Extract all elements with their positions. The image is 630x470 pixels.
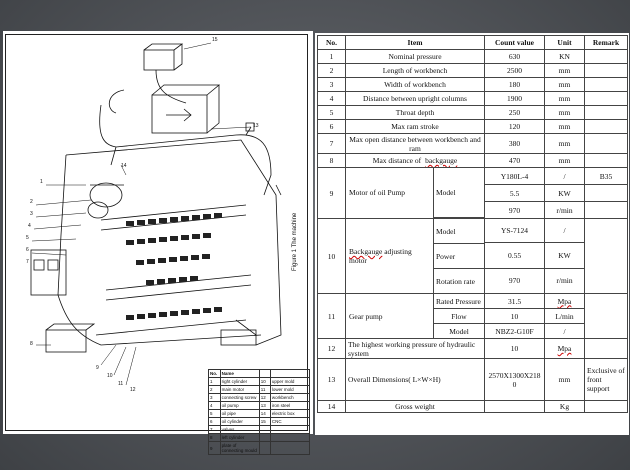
part-name: right cylinder bbox=[220, 378, 259, 386]
motor-value-1: 5.5 bbox=[485, 185, 545, 202]
gear-cell bbox=[346, 294, 485, 339]
motor-value-2: 970 bbox=[485, 202, 545, 219]
header-count-value: Count value bbox=[485, 36, 545, 50]
motor-item: Motor of oil Pump bbox=[346, 168, 434, 218]
table-row bbox=[318, 92, 628, 106]
backgauge-key-0: Model bbox=[434, 219, 485, 244]
backgauge-item bbox=[346, 219, 434, 293]
gear-unit-0: Mpa bbox=[545, 294, 585, 309]
row-item: Nominal pressure bbox=[346, 50, 485, 64]
callout-15: 15 bbox=[212, 37, 218, 43]
callout-9: 9 bbox=[96, 365, 99, 371]
row-value: 2570X1300X2180 bbox=[485, 359, 545, 401]
row-item: The highest working pressure of hydraulic system bbox=[346, 339, 485, 359]
list-item bbox=[209, 442, 310, 455]
gear-item: Gear pump bbox=[346, 294, 434, 338]
row-remark bbox=[585, 78, 628, 92]
row-no: 7 bbox=[318, 134, 346, 154]
row-item-underlined: backgauge bbox=[425, 156, 458, 165]
row-item: Distance between upright columns bbox=[346, 92, 485, 106]
header-remark: Remark bbox=[585, 36, 628, 50]
list-item bbox=[209, 386, 310, 394]
part-name bbox=[270, 426, 309, 434]
part-number: 4 bbox=[209, 402, 221, 410]
table-row bbox=[318, 106, 628, 120]
gear-key-0: Rated Pressure bbox=[434, 294, 485, 309]
part-number: 1 bbox=[209, 378, 221, 386]
callout-2: 2 bbox=[30, 199, 33, 205]
motor-unit-1: KW bbox=[545, 185, 585, 202]
row-remark bbox=[585, 106, 628, 120]
backgauge-value-1: 0.55 bbox=[485, 243, 545, 268]
part-number: 7 bbox=[209, 426, 221, 434]
spec-simple-rows bbox=[318, 50, 628, 168]
row-value bbox=[485, 401, 545, 413]
part-number: 10 bbox=[259, 378, 270, 386]
callout-13: 13 bbox=[253, 123, 259, 129]
part-number: 2 bbox=[209, 386, 221, 394]
motor-value-0: Y180L-4 bbox=[485, 168, 545, 185]
row-value: 380 bbox=[485, 134, 545, 154]
row-no: 6 bbox=[318, 120, 346, 134]
row-unit: mm bbox=[545, 64, 585, 78]
list-item bbox=[209, 418, 310, 426]
row-value: 470 bbox=[485, 154, 545, 168]
part-name: left cylinder bbox=[220, 434, 259, 442]
part-number: 12 bbox=[259, 394, 270, 402]
part-number: 8 bbox=[209, 434, 221, 442]
row-unit: mm bbox=[545, 120, 585, 134]
part-name: plate of connecting mould bbox=[220, 442, 259, 455]
part-name: oil pump bbox=[220, 402, 259, 410]
part-name: workbench bbox=[270, 394, 309, 402]
list-item bbox=[209, 434, 310, 442]
row-no: 14 bbox=[318, 401, 346, 413]
row-unit: mm bbox=[545, 78, 585, 92]
callout-6: 6 bbox=[26, 247, 29, 253]
gear-key-2: Model bbox=[449, 326, 469, 336]
table-row bbox=[318, 78, 628, 92]
part-number: 13 bbox=[259, 402, 270, 410]
row-no: 4 bbox=[318, 92, 346, 106]
table-row bbox=[318, 50, 628, 64]
list-item bbox=[209, 426, 310, 434]
list-item bbox=[209, 402, 310, 410]
row-remark: Exclusive of front support bbox=[585, 359, 628, 401]
table-row bbox=[318, 294, 628, 309]
row-value: 1900 bbox=[485, 92, 545, 106]
motor-unit-0: / bbox=[545, 168, 585, 185]
table-row bbox=[318, 168, 628, 185]
row-remark bbox=[585, 92, 628, 106]
figure-caption: Figure 1 The machine bbox=[292, 212, 298, 271]
parts-header-no: No. bbox=[209, 370, 221, 378]
part-name: valves bbox=[220, 426, 259, 434]
header-unit: Unit bbox=[545, 36, 585, 50]
row-item: Max open distance between workbench and ram bbox=[346, 134, 485, 154]
part-number: 6 bbox=[209, 418, 221, 426]
part-number bbox=[259, 442, 270, 455]
table-row bbox=[318, 64, 628, 78]
parts-list bbox=[208, 369, 310, 453]
row-value: 630 bbox=[485, 50, 545, 64]
parts-table bbox=[208, 369, 310, 455]
row-item: Length of workbench bbox=[346, 64, 485, 78]
part-number: 11 bbox=[259, 386, 270, 394]
row-unit: mm bbox=[545, 359, 585, 401]
backgauge-unit-1: KW bbox=[545, 243, 585, 268]
callout-1: 1 bbox=[40, 179, 43, 185]
motor-remark-0: B35 bbox=[585, 168, 628, 185]
row-item-text: Max distance of bbox=[372, 156, 422, 165]
motor-cell bbox=[346, 168, 485, 219]
callout-12: 12 bbox=[130, 387, 136, 393]
table-row bbox=[318, 219, 628, 243]
part-name: iron steel bbox=[270, 402, 309, 410]
part-name: upper mold bbox=[270, 378, 309, 386]
gear-unit-2: / bbox=[545, 324, 585, 339]
callout-14: 14 bbox=[121, 163, 127, 169]
row-value: 180 bbox=[485, 78, 545, 92]
backgauge-value-0: YS-7124 bbox=[485, 219, 545, 243]
row-unit: KN bbox=[545, 50, 585, 64]
row-no: 3 bbox=[318, 78, 346, 92]
part-number: 5 bbox=[209, 410, 221, 418]
backgauge-value-2: 970 bbox=[485, 268, 545, 293]
part-name: oil pipe bbox=[220, 410, 259, 418]
row-item: Width of workbench bbox=[346, 78, 485, 92]
part-name: connecting screw bbox=[220, 394, 259, 402]
backgauge-key-2: Rotation rate bbox=[436, 276, 475, 286]
spec-header-row bbox=[318, 36, 628, 50]
row-value: 120 bbox=[485, 120, 545, 134]
row-item: Max ram stroke bbox=[346, 120, 485, 134]
callout-7: 7 bbox=[26, 259, 29, 265]
row-item: Overall Dimensions( L×W×H) bbox=[346, 359, 485, 401]
table-row bbox=[318, 120, 628, 134]
row-unit: mm bbox=[545, 106, 585, 120]
row-unit: mm bbox=[545, 134, 585, 154]
row-value: 2500 bbox=[485, 64, 545, 78]
parts-header-name: Name bbox=[220, 370, 259, 378]
callout-8: 8 bbox=[30, 341, 33, 347]
callout-11: 11 bbox=[118, 381, 124, 387]
motor-remark-1 bbox=[585, 185, 628, 202]
gear-key-1: Flow bbox=[434, 309, 485, 324]
part-number: 14 bbox=[259, 410, 270, 418]
backgauge-unit-2: r/min bbox=[545, 268, 585, 293]
row-no: 11 bbox=[318, 294, 346, 339]
row-remark bbox=[585, 120, 628, 134]
row-unit: Kg bbox=[545, 401, 585, 413]
part-number: 3 bbox=[209, 394, 221, 402]
part-name: oil cylinder bbox=[220, 418, 259, 426]
part-name: lower mold bbox=[270, 386, 309, 394]
callout-4: 4 bbox=[28, 223, 31, 229]
list-item bbox=[209, 410, 310, 418]
table-row bbox=[318, 154, 628, 168]
motor-remark-2 bbox=[585, 202, 628, 219]
spec-table bbox=[317, 35, 628, 413]
list-item bbox=[209, 378, 310, 386]
row-unit: mm bbox=[545, 92, 585, 106]
row-no: 10 bbox=[318, 219, 346, 294]
row-value: 250 bbox=[485, 106, 545, 120]
table-row bbox=[318, 134, 628, 154]
row-unit: mm bbox=[545, 154, 585, 168]
row-item bbox=[346, 154, 485, 168]
motor-unit-2: r/min bbox=[545, 202, 585, 219]
part-name bbox=[270, 434, 309, 442]
upper-mold-teeth bbox=[126, 213, 222, 320]
row-remark bbox=[585, 154, 628, 168]
backgauge-key-1: Power bbox=[434, 244, 485, 269]
row-remark bbox=[585, 134, 628, 154]
gear-value-1: 10 bbox=[485, 309, 545, 324]
table-row bbox=[318, 339, 628, 359]
row-no: 9 bbox=[318, 168, 346, 219]
backgauge-rest: adjusting motor bbox=[349, 247, 412, 265]
row-no: 1 bbox=[318, 50, 346, 64]
row-no: 2 bbox=[318, 64, 346, 78]
callout-5: 5 bbox=[26, 235, 29, 241]
gear-value-0: 31.5 bbox=[485, 294, 545, 309]
row-item: Gross weight bbox=[346, 401, 485, 413]
parts-body bbox=[209, 378, 310, 455]
row-no: 8 bbox=[318, 154, 346, 168]
motor-key-0: Model bbox=[434, 168, 485, 218]
table-row bbox=[318, 401, 628, 413]
row-remark bbox=[585, 64, 628, 78]
gear-unit-1: L/min bbox=[545, 309, 585, 324]
drawing-frame bbox=[5, 34, 308, 453]
part-number: 15 bbox=[259, 418, 270, 426]
row-no: 13 bbox=[318, 359, 346, 401]
table-row bbox=[318, 359, 628, 401]
list-item bbox=[209, 394, 310, 402]
drawing-page bbox=[3, 31, 313, 453]
callout-10: 10 bbox=[107, 373, 113, 379]
part-number: 9 bbox=[209, 442, 221, 455]
part-name: main motor bbox=[220, 386, 259, 394]
row-item: Throat depth bbox=[346, 106, 485, 120]
backgauge-unit-0: / bbox=[545, 219, 585, 243]
row-no: 12 bbox=[318, 339, 346, 359]
cnc-box bbox=[144, 50, 174, 70]
row-remark bbox=[585, 50, 628, 64]
backgauge-cell bbox=[346, 219, 485, 294]
part-number bbox=[259, 434, 270, 442]
header-item: Item bbox=[346, 36, 485, 50]
header-no: No. bbox=[318, 36, 346, 50]
part-name: electric box bbox=[270, 410, 309, 418]
part-name bbox=[270, 442, 309, 455]
row-value: 10 bbox=[485, 339, 545, 359]
spec-page bbox=[315, 33, 629, 435]
backgauge-word: Backgauge bbox=[349, 247, 383, 256]
row-unit: Mpa bbox=[545, 339, 585, 359]
callout-3: 3 bbox=[30, 211, 33, 217]
row-no: 5 bbox=[318, 106, 346, 120]
gear-value-2: NBZ2-G10F bbox=[485, 324, 545, 339]
part-number bbox=[259, 426, 270, 434]
part-name: CNC bbox=[270, 418, 309, 426]
